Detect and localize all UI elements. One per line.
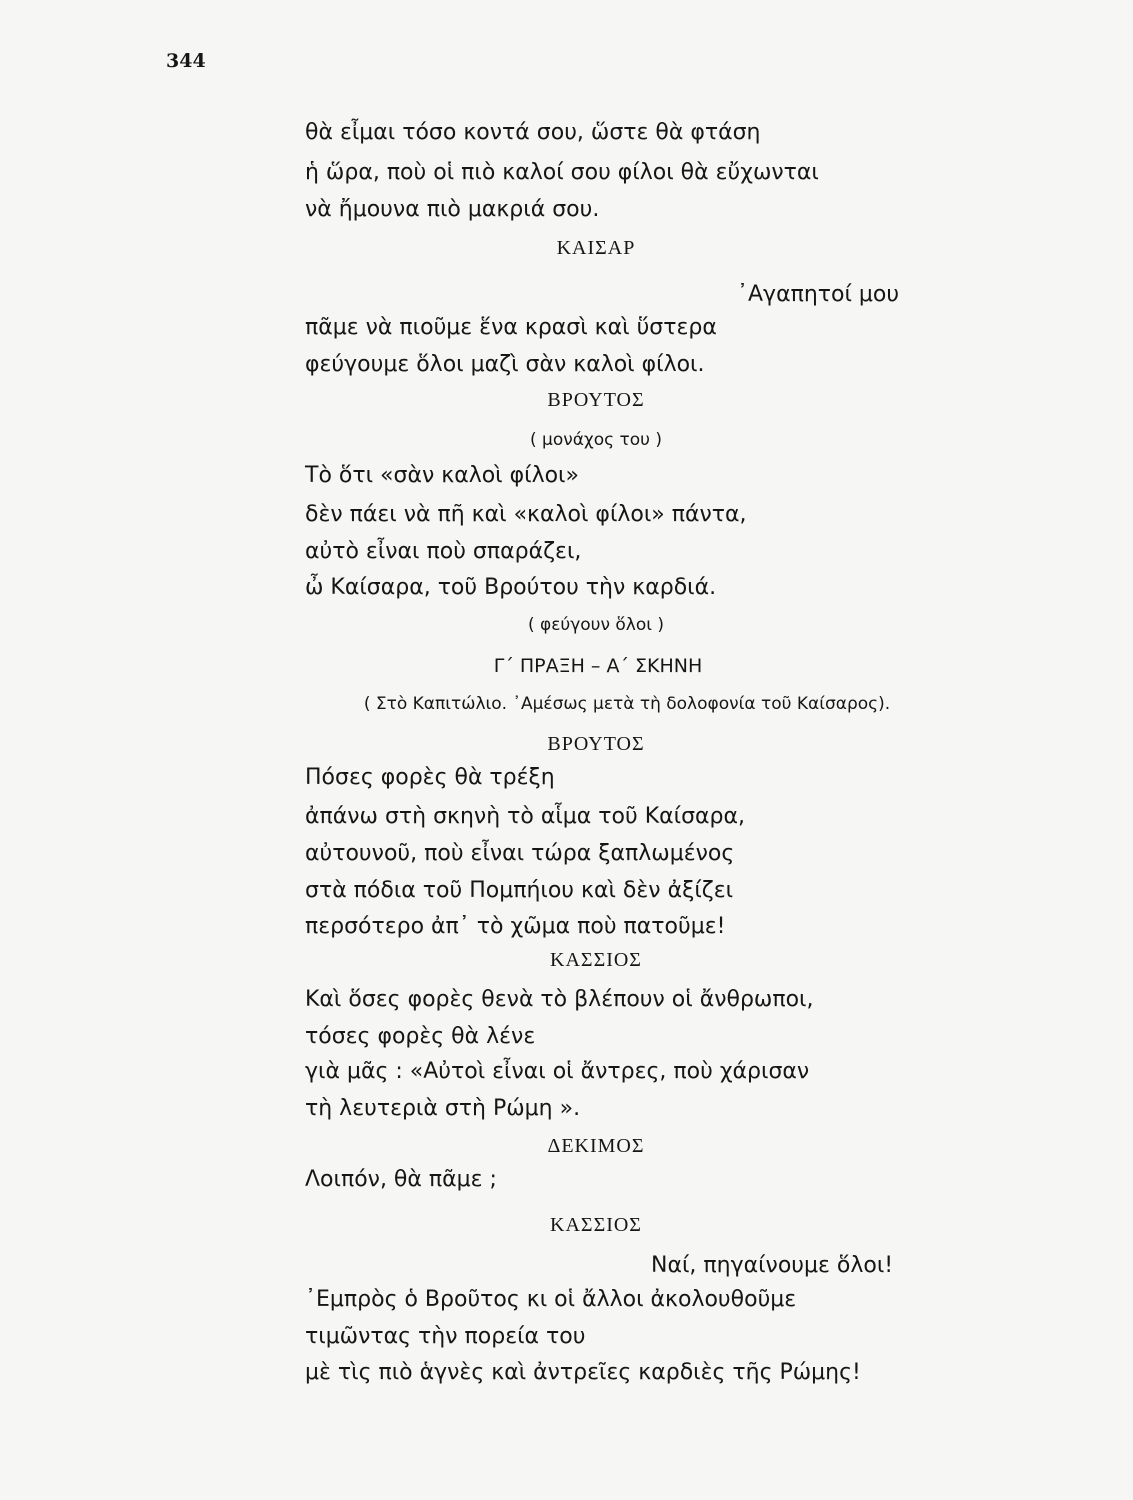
stage-direction: ( φεύγουν ὅλοι ) [527,615,665,635]
verse-line: νὰ ἤμουνα πιὸ μακριά σου. [305,197,600,222]
page-number: 344 [166,50,206,72]
verse-line: Πόσες φορὲς θὰ τρέξη [305,765,555,790]
verse-line: φεύγουμε ὅλοι μαζὶ σὰν καλοὶ φίλοι. [305,352,705,377]
speaker-name: ΒΡΟΥΤΟΣ [547,389,645,411]
verse-line: δὲν πάει νὰ πῆ καὶ «καλοὶ φίλοι» πάντα, [305,502,747,527]
speaker-name: ΚΑΣΣΙΟΣ [550,949,642,971]
verse-line: Καὶ ὅσες φορὲς θενὰ τὸ βλέπουν οἱ ἄνθρωποι, [305,987,814,1012]
verse-line: ἀπάνω στὴ σκηνὴ τὸ αἷμα τοῦ Καίσαρα, [305,804,745,829]
stage-direction: ( μονάχος του ) [529,430,663,450]
verse-line: στὰ πόδια τοῦ Πομπήιου καὶ δὲν ἀξίζει [305,878,734,903]
verse-line: μὲ τὶς πιὸ ἁγνὲς καὶ ἀντρεῖες καρδιὲς τῆς Ρώμης! [305,1360,861,1385]
verse-line: τόσες φορὲς θὰ λένε [305,1024,536,1049]
verse-line: ᾿Αγαπητοί μου [737,282,900,307]
verse-line: περσότερο ἀπ᾿ τὸ χῶμα ποὺ πατοῦμε! [305,914,726,939]
verse-line: ᾿Εμπρὸς ὁ Βροῦτος κι οἱ ἄλλοι ἀκολουθοῦμε [305,1287,797,1312]
speaker-name: ΔΕΚΙΜΟΣ [547,1135,645,1157]
verse-line: τὴ λευτεριὰ στὴ Ρώμη ». [305,1096,581,1121]
verse-line: ὦ Καίσαρα, τοῦ Βρούτου τὴν καρδιά. [305,575,717,600]
verse-line: Τὸ ὅτι «σὰν καλοὶ φίλοι» [305,463,579,488]
speaker-name: ΚΑΙΣΑΡ [556,237,636,259]
verse-line: αὐτὸ εἶναι ποὺ σπαράζει, [305,539,582,564]
speaker-name: ΒΡΟΥΤΟΣ [547,733,645,755]
verse-line: Λοιπόν, θὰ πᾶμε ; [305,1167,497,1192]
speaker-name: ΚΑΣΣΙΟΣ [550,1214,642,1236]
verse-line: πᾶμε νὰ πιοῦμε ἕνα κρασὶ καὶ ὕστερα [305,315,717,340]
verse-line: ἡ ὥρα, ποὺ οἱ πιὸ καλοί σου φίλοι θὰ εὔχωνται [305,160,819,185]
verse-line: αὐτουνοῦ, ποὺ εἶναι τώρα ξαπλωμένος [305,841,735,866]
act-scene-heading: Γ΄ ΠΡΑΞΗ – Α΄ ΣΚΗΝΗ [493,655,703,677]
verse-line: θὰ εἶμαι τόσο κοντά σου, ὥστε θὰ φτάση [305,120,761,145]
verse-line: γιὰ μᾶς : «Αὐτοὶ εἶναι οἱ ἄντρες, ποὺ χάρισαν [305,1059,810,1084]
stage-direction: ( Στὸ Καπιτώλιο. ᾿Αμέσως μετὰ τὴ δολοφονία τοῦ Καίσαρος). [363,694,891,714]
verse-line: Ναί, πηγαίνουμε ὅλοι! [651,1253,894,1278]
verse-line: τιμῶντας τὴν πορεία του [305,1324,586,1349]
